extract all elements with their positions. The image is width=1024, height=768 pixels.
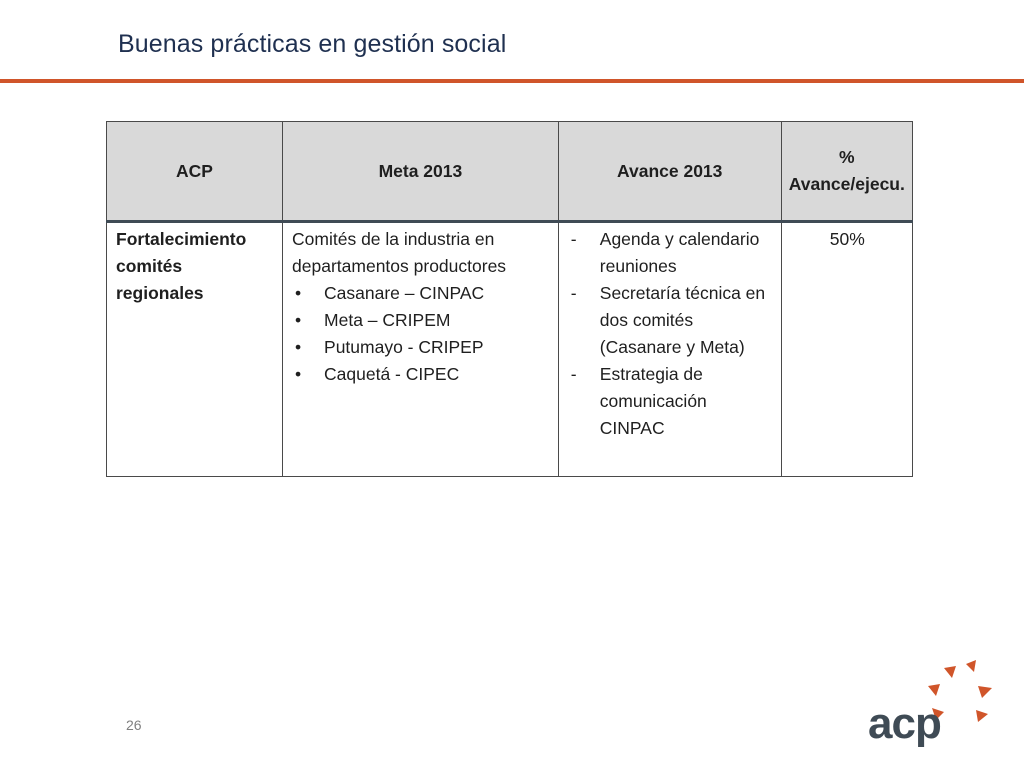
header-percent-avance: % Avance/ejecu. — [781, 122, 912, 222]
cell-acp: Fortalecimiento comités regionales — [107, 222, 283, 477]
cell-meta — [283, 222, 559, 477]
bullet-icon: • — [295, 310, 302, 330]
table-header-row — [107, 122, 913, 222]
cell-avance — [558, 222, 781, 477]
list-item: • Caquetá - CIPEC — [292, 361, 550, 388]
list-item: - Agenda y calendario reuniones — [568, 226, 773, 280]
list-item: • Meta – CRIPEM — [292, 307, 550, 334]
header-acp: ACP — [107, 122, 283, 222]
bullet-icon: • — [295, 337, 302, 357]
list-item: - Secretaría técnica en dos comités (Casanare y Meta) — [568, 280, 773, 361]
title-divider — [0, 79, 1024, 83]
list-item: - Estrategia de comunicación CINPAC — [568, 361, 773, 442]
bullet-icon: • — [295, 283, 302, 303]
logo-text: acp — [868, 699, 941, 748]
dash-icon: - — [570, 229, 577, 249]
dash-icon: - — [570, 283, 577, 303]
header-avance-2013: Avance 2013 — [558, 122, 781, 222]
slide-title: Buenas prácticas en gestión social — [118, 30, 507, 58]
list-item: • Casanare – CINPAC — [292, 280, 550, 307]
bullet-icon: • — [295, 364, 302, 384]
header-meta-2013: Meta 2013 — [283, 122, 559, 222]
meta-intro: Comités de la industria en departamentos productores — [292, 229, 507, 276]
dash-icon: - — [570, 364, 577, 384]
meta-list — [292, 280, 550, 388]
progress-table — [106, 121, 913, 477]
list-item: • Putumayo - CRIPEP — [292, 334, 550, 361]
table-row — [107, 222, 913, 477]
avance-list — [568, 226, 773, 442]
cell-percent: 50% — [781, 222, 912, 477]
page-number: 26 — [126, 717, 142, 733]
